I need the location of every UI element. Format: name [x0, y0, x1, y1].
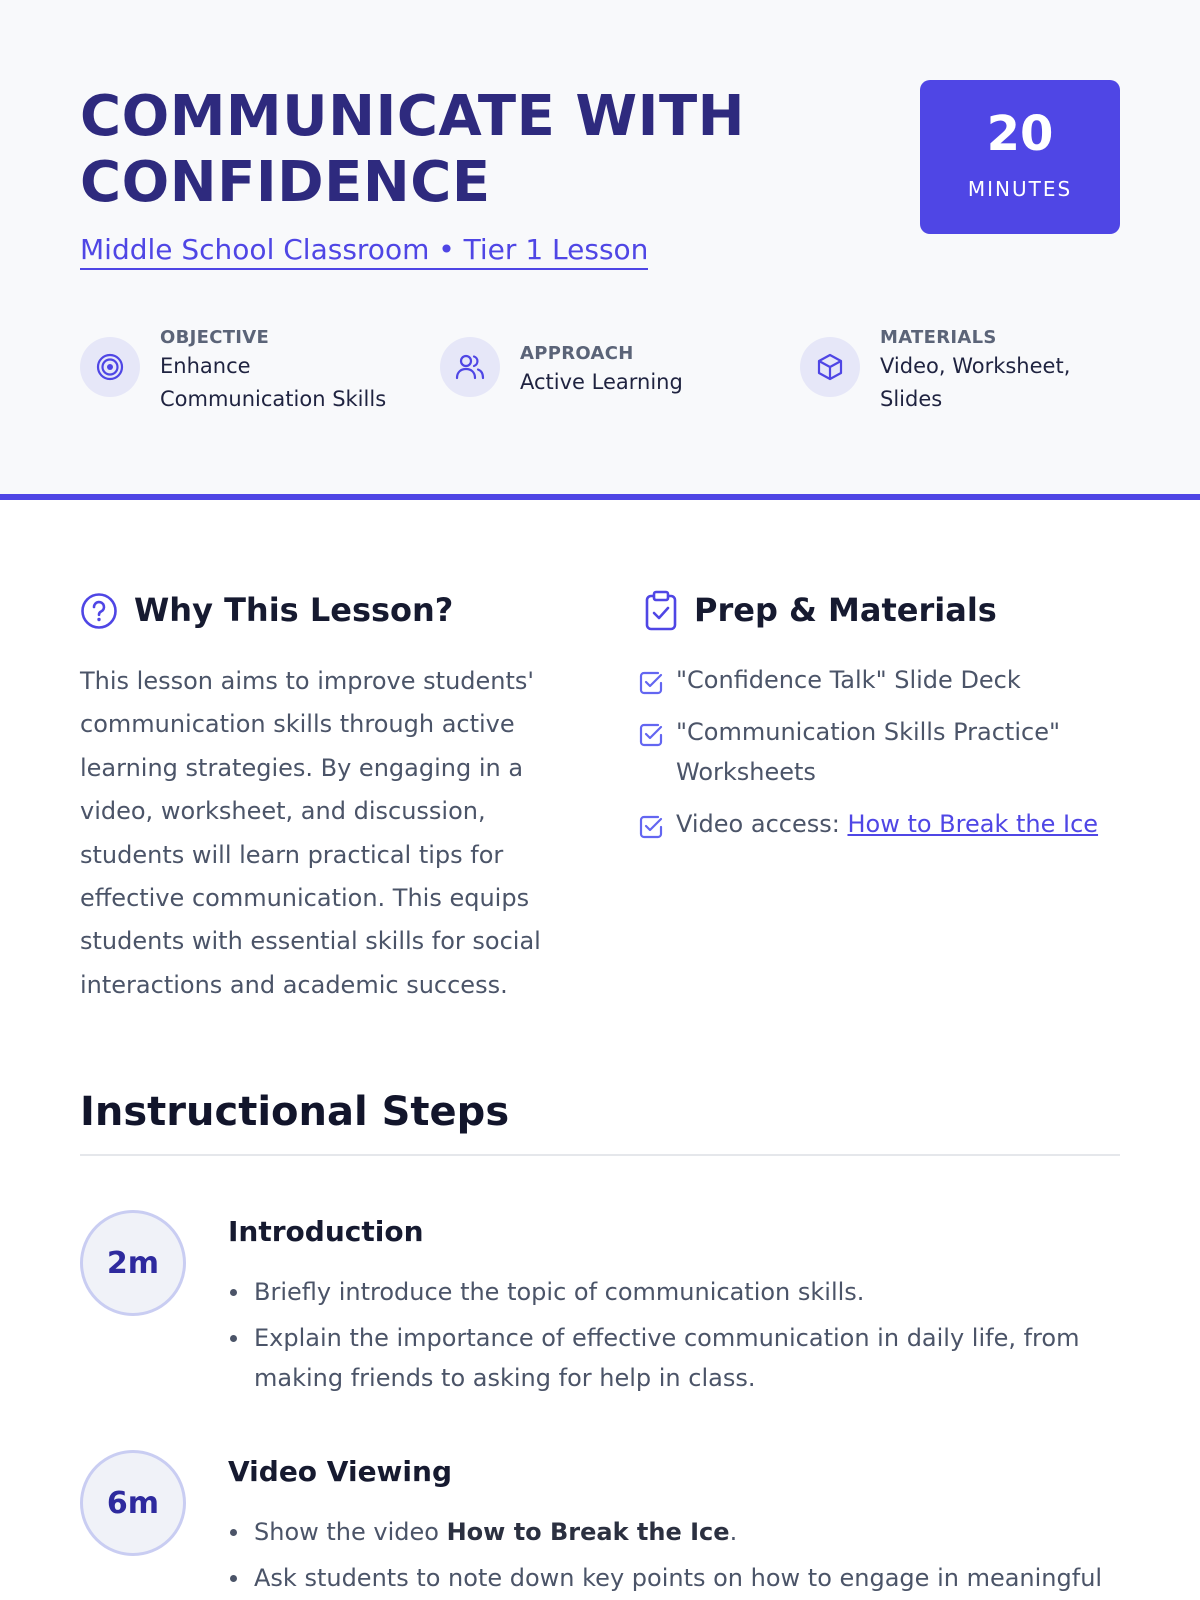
checkbox-check-icon	[638, 668, 664, 708]
meta-value: Communication Skills	[160, 387, 387, 411]
meta-approach	[440, 326, 760, 416]
step-video-viewing	[80, 1450, 1140, 1600]
divider	[80, 1154, 1120, 1156]
meta-label: OBJECTIVE	[160, 327, 270, 348]
meta-materials	[800, 326, 1130, 416]
step-duration-badge: 6m	[80, 1450, 186, 1556]
step-bullet: Ask students to note down key points on how to engage in meaningful	[228, 1558, 1128, 1598]
step-duration-badge: 2m	[80, 1210, 186, 1316]
meta-approach-text	[520, 342, 683, 399]
lesson-subtitle-link[interactable]: Middle School Classroom • Tier 1 Lesson	[80, 232, 648, 270]
duration-value: 20	[986, 106, 1054, 162]
clipboard-check-icon	[644, 590, 678, 636]
duration-badge	[920, 80, 1120, 234]
meta-value: Video, Worksheet,	[880, 354, 1071, 378]
meta-materials-text	[880, 326, 1070, 416]
step-bullets	[228, 1512, 1128, 1600]
prep-item	[638, 712, 1128, 792]
question-circle-icon	[80, 592, 118, 634]
title-line-1: COMMUNICATE WITH	[80, 84, 746, 149]
video-link[interactable]: How to Break the Ice	[847, 810, 1099, 838]
step-bullet	[228, 1512, 1128, 1552]
prep-item-text: "Confidence Talk" Slide Deck	[676, 666, 1021, 694]
meta-label: APPROACH	[520, 343, 634, 364]
cube-icon	[800, 337, 860, 397]
prep-list	[638, 660, 1128, 856]
step-title: Video Viewing	[228, 1455, 452, 1488]
step-introduction	[80, 1210, 1140, 1430]
duration-unit: MINUTES	[967, 177, 1073, 201]
prep-item	[638, 804, 1128, 844]
meta-label: MATERIALS	[880, 327, 997, 348]
meta-value: Enhance	[160, 354, 251, 378]
bullet-text: Show the video	[254, 1518, 447, 1546]
meta-objective	[80, 326, 410, 416]
why-lesson-heading: Why This Lesson?	[134, 591, 454, 629]
step-bullet: Explain the importance of effective communication in daily life, from making friends to asking for help in class.	[228, 1318, 1128, 1398]
step-bullets	[228, 1272, 1128, 1404]
instructional-steps-heading: Instructional Steps	[80, 1089, 510, 1135]
users-icon	[440, 337, 500, 397]
lesson-header	[0, 0, 1200, 500]
prep-video-prefix: Video access:	[676, 810, 848, 838]
meta-objective-text	[160, 326, 386, 416]
why-lesson-body: This lesson aims to improve students' communication skills through active learning strategies. By engaging in a video, worksheet, and discussion, students will learn practical tips for effective communication. This equips students with essential skills for social interactions and academic success.	[80, 667, 541, 999]
target-icon	[80, 337, 140, 397]
prep-item-text: "Communication Skills Practice" Worksheets	[676, 718, 1060, 786]
checkbox-check-icon	[638, 720, 664, 760]
prep-materials-heading: Prep & Materials	[694, 591, 997, 629]
title-line-2: CONFIDENCE	[80, 150, 491, 215]
video-title-bold: How to Break the Ice	[446, 1518, 730, 1546]
step-bullet: Briefly introduce the topic of communication skills.	[228, 1272, 1128, 1312]
page-title	[80, 84, 780, 216]
step-title: Introduction	[228, 1215, 424, 1248]
meta-value: Slides	[880, 387, 943, 411]
meta-value: Active Learning	[520, 370, 683, 394]
prep-item	[638, 660, 1128, 700]
checkbox-check-icon	[638, 812, 664, 852]
bullet-text: .	[729, 1518, 738, 1546]
